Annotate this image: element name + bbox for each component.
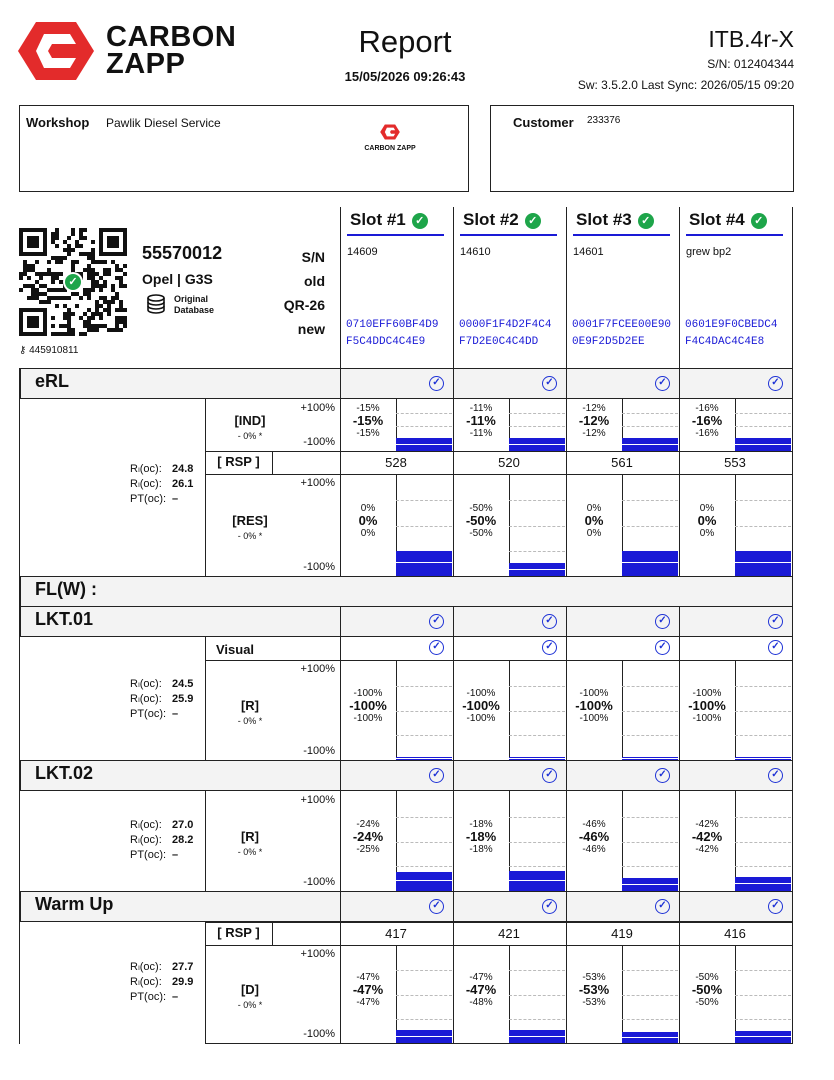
value-upper: -11% bbox=[469, 403, 493, 414]
lkt01-r-values-2 bbox=[453, 688, 509, 724]
value-main: -24% bbox=[352, 829, 384, 844]
slot-code-line2: F4C4DAC4C4E8 bbox=[685, 336, 765, 348]
lkt02-r-bar-1 bbox=[396, 792, 452, 891]
lkt01-visual-check-icon-1: ✓ bbox=[429, 640, 444, 655]
erl-resistance-block bbox=[90, 462, 200, 507]
label-rl1: Rₗ(oc): bbox=[130, 678, 162, 690]
value-lower: -53% bbox=[582, 997, 606, 1008]
slot-serial: 14610 bbox=[460, 246, 491, 258]
value-lower: 0% bbox=[699, 528, 715, 539]
erl-rsp-value-3: 561 bbox=[611, 455, 633, 470]
erl-ind-bar-3 bbox=[622, 400, 678, 451]
lkt02-r-tolerance: - 0% * bbox=[237, 847, 263, 857]
section-flw-title: FL(W) : bbox=[35, 579, 97, 599]
section-erl bbox=[20, 368, 793, 399]
value-pt: – bbox=[172, 708, 179, 720]
warmup-d-test-label: [D] bbox=[240, 982, 260, 997]
value-rl2: 25.9 bbox=[172, 693, 194, 705]
erl-res-bar-3 bbox=[622, 475, 678, 576]
erl-ind-bar-fill-1 bbox=[396, 438, 452, 451]
database-label bbox=[174, 294, 214, 316]
warmup-resistance-block bbox=[90, 960, 200, 1005]
warmup-d-bar-fill-1 bbox=[396, 1030, 452, 1043]
warmup-d-tolerance: - 0% * bbox=[237, 1000, 263, 1010]
workshop-label: Workshop bbox=[26, 115, 90, 130]
value-upper: -46% bbox=[582, 819, 606, 830]
value-lower: -11% bbox=[469, 428, 493, 439]
warmup-rsp-value-4: 416 bbox=[724, 926, 746, 941]
value-pt: – bbox=[172, 991, 179, 1003]
erl-ind-bar-2 bbox=[509, 400, 565, 451]
label-rl2: Rₗ(oc): bbox=[130, 478, 162, 490]
value-upper: -100% bbox=[579, 688, 609, 699]
slot-ok-icon: ✓ bbox=[638, 213, 654, 229]
slot-code-line1: 0001F7FCEE00E90 bbox=[572, 319, 672, 331]
lkt01-check-icon-1: ✓ bbox=[429, 614, 444, 629]
lkt01-r-values-3 bbox=[566, 688, 622, 724]
slot-code-line1: 0710EFF60BF4D9 bbox=[346, 319, 439, 331]
section-flw bbox=[20, 576, 793, 607]
label-rl1: Rₗ(oc): bbox=[130, 961, 162, 973]
erl-check-icon-2: ✓ bbox=[542, 376, 557, 391]
lkt02-check-icon-2: ✓ bbox=[542, 768, 557, 783]
value-upper: -42% bbox=[695, 819, 719, 830]
lkt02-r-values-2 bbox=[453, 819, 509, 855]
value-upper: 0% bbox=[360, 503, 376, 514]
lkt02-r-bar-fill-3 bbox=[622, 878, 678, 891]
label-rl1: Rₗ(oc): bbox=[130, 819, 162, 831]
warmup-d-values-3 bbox=[566, 972, 622, 1008]
database-label-line2: Database bbox=[174, 305, 215, 315]
erl-ind-test-label: [IND] bbox=[234, 413, 266, 428]
value-lower: -42% bbox=[695, 844, 719, 855]
erl-ind-bar-1 bbox=[396, 400, 452, 451]
lkt01-r-bar-1 bbox=[396, 661, 452, 760]
value-main: -42% bbox=[691, 829, 723, 844]
slot-code-line2: 0E9F2D5D2EE bbox=[572, 336, 645, 348]
erl-res-test-label: [RES] bbox=[232, 513, 268, 528]
lkt02-r-bar-fill-2 bbox=[509, 871, 565, 891]
erl-res-bar-1 bbox=[396, 475, 452, 576]
database-label-line1: Original bbox=[174, 294, 209, 304]
qr-code-number: 445910811 bbox=[29, 345, 79, 356]
value-main: -47% bbox=[465, 982, 497, 997]
customer-label: Customer bbox=[513, 115, 574, 130]
erl-ind-values-2 bbox=[453, 403, 509, 439]
slot-title-2 bbox=[463, 210, 541, 230]
lkt01-r-test-label: [R] bbox=[240, 698, 260, 713]
workshop-logo bbox=[360, 124, 420, 152]
value-lower: -48% bbox=[469, 997, 493, 1008]
slot-code-line1: 0601E9F0CBEDC4 bbox=[685, 319, 778, 331]
value-lower: -100% bbox=[579, 713, 609, 724]
slot-serial: 14609 bbox=[347, 246, 378, 258]
section-lkt01-title: LKT.01 bbox=[35, 609, 94, 629]
erl-res-bar-2 bbox=[509, 475, 565, 576]
value-main: -100% bbox=[688, 698, 726, 713]
erl-check-icon-3: ✓ bbox=[655, 376, 670, 391]
value-pt: – bbox=[172, 849, 179, 861]
erl-ind-bar-fill-2 bbox=[509, 438, 565, 451]
label-pt: PT(oc): bbox=[130, 493, 167, 505]
value-rl1: 24.5 bbox=[172, 678, 194, 690]
warmup-check-icon-3: ✓ bbox=[655, 899, 670, 914]
carbon-zapp-logo-icon bbox=[18, 20, 94, 82]
slot-title-text: Slot #1 bbox=[350, 210, 406, 229]
slot-code-line1: 0000F1F4D2F4C4 bbox=[459, 319, 552, 331]
lkt01-r-bar-fill-3 bbox=[622, 757, 678, 760]
lkt02-r-values-3 bbox=[566, 819, 622, 855]
workshop-name: Pawlik Diesel Service bbox=[106, 116, 221, 130]
slot-code-line2: F5C4DDC4C4E9 bbox=[346, 336, 426, 348]
label-qr26: QR-26 bbox=[283, 297, 325, 313]
value-main: -46% bbox=[578, 829, 610, 844]
section-warmup bbox=[20, 891, 793, 922]
warmup-d-bar-3 bbox=[622, 946, 678, 1043]
sync-info: Sw: 3.5.2.0 Last Sync: 2026/05/15 09:20 bbox=[577, 78, 794, 92]
section-warmup-title: Warm Up bbox=[35, 894, 114, 914]
lkt02-check-icon-1: ✓ bbox=[429, 768, 444, 783]
lkt01-r-bar-fill-2 bbox=[509, 757, 565, 760]
warmup-check-icon-1: ✓ bbox=[429, 899, 444, 914]
erl-rsp-value-1: 528 bbox=[385, 455, 407, 470]
slot-serial: grew bp2 bbox=[686, 246, 732, 258]
label-pt: PT(oc): bbox=[130, 849, 167, 861]
erl-ind-bar-fill-4 bbox=[735, 438, 791, 451]
value-pt: – bbox=[172, 493, 179, 505]
value-main: 0% bbox=[584, 513, 604, 528]
database-icon bbox=[146, 294, 166, 314]
erl-check-icon-4: ✓ bbox=[768, 376, 783, 391]
value-main: -100% bbox=[462, 698, 500, 713]
lkt01-r-values-4 bbox=[679, 688, 735, 724]
lkt01-check-icon-3: ✓ bbox=[655, 614, 670, 629]
slot-title-text: Slot #2 bbox=[463, 210, 519, 229]
slot-title-4 bbox=[689, 210, 767, 230]
qr-caption bbox=[19, 345, 78, 356]
value-upper: -18% bbox=[469, 819, 493, 830]
qr-code bbox=[19, 228, 127, 336]
warmup-d-bar-fill-3 bbox=[622, 1032, 678, 1043]
lkt02-r-bar-fill-1 bbox=[396, 872, 452, 891]
warmup-rsp-value-3: 419 bbox=[611, 926, 633, 941]
value-main: -50% bbox=[465, 513, 497, 528]
slot-title-text: Slot #3 bbox=[576, 210, 632, 229]
customer-value: 233376 bbox=[587, 115, 621, 126]
device-serial: S/N: 012404344 bbox=[707, 57, 794, 71]
value-rl1: 27.0 bbox=[172, 819, 194, 831]
lkt02-r-bar-fill-4 bbox=[735, 877, 791, 891]
section-lkt02 bbox=[20, 760, 793, 791]
value-lower: 0% bbox=[586, 528, 602, 539]
workshop-box bbox=[19, 105, 469, 192]
brand-logo bbox=[18, 20, 238, 82]
value-lower: -46% bbox=[582, 844, 606, 855]
warmup-rsp-value-2: 421 bbox=[498, 926, 520, 941]
warmup-d-values-4 bbox=[679, 972, 735, 1008]
warmup-d-scale-min: -100% bbox=[303, 1028, 335, 1040]
value-upper: -100% bbox=[692, 688, 722, 699]
label-rl2: Rₗ(oc): bbox=[130, 693, 162, 705]
lkt02-r-test-label: [R] bbox=[240, 829, 260, 844]
label-new: new bbox=[297, 321, 325, 337]
warmup-d-values-2 bbox=[453, 972, 509, 1008]
lkt02-r-scale-min: -100% bbox=[303, 876, 335, 888]
erl-res-bar-fill-2 bbox=[509, 563, 565, 576]
lkt01-r-bar-fill-4 bbox=[735, 757, 791, 760]
erl-ind-bar-fill-3 bbox=[622, 438, 678, 451]
warmup-d-bar-4 bbox=[735, 946, 791, 1043]
value-upper: -53% bbox=[582, 972, 606, 983]
value-rl1: 24.8 bbox=[172, 463, 194, 475]
lkt02-r-bar-2 bbox=[509, 792, 565, 891]
warmup-d-scale-max: +100% bbox=[300, 948, 335, 960]
erl-res-values-1 bbox=[340, 503, 396, 539]
value-main: -47% bbox=[352, 982, 384, 997]
label-old: old bbox=[304, 273, 325, 289]
lkt01-visual-check-icon-2: ✓ bbox=[542, 640, 557, 655]
value-rl2: 26.1 bbox=[172, 478, 194, 490]
part-number: 55570012 bbox=[142, 243, 223, 263]
slot-serial: 14601 bbox=[573, 246, 604, 258]
warmup-d-bar-1 bbox=[396, 946, 452, 1043]
erl-res-scale-min: -100% bbox=[303, 561, 335, 573]
logo-text-line1: CARBON bbox=[106, 21, 237, 53]
warmup-rsp-value-1: 417 bbox=[385, 926, 407, 941]
vehicle-name: Opel | G3S bbox=[142, 271, 213, 287]
value-upper: -47% bbox=[469, 972, 493, 983]
warmup-d-bar-fill-4 bbox=[735, 1031, 791, 1043]
customer-box bbox=[490, 105, 794, 192]
value-main: -12% bbox=[578, 413, 610, 428]
section-lkt02-title: LKT.02 bbox=[35, 763, 94, 783]
value-lower: -100% bbox=[692, 713, 722, 724]
value-upper: -24% bbox=[356, 819, 380, 830]
lkt01-r-scale-max: +100% bbox=[300, 663, 335, 675]
erl-ind-values-1 bbox=[340, 403, 396, 439]
label-sn: S/N bbox=[301, 249, 325, 265]
lkt02-check-icon-4: ✓ bbox=[768, 768, 783, 783]
value-main: -50% bbox=[691, 982, 723, 997]
slot-title-1 bbox=[350, 210, 428, 230]
value-upper: -15% bbox=[356, 403, 380, 414]
verified-icon: ✓ bbox=[65, 274, 81, 290]
erl-res-tolerance: - 0% * bbox=[237, 531, 263, 541]
erl-ind-scale-min: -100% bbox=[303, 436, 335, 448]
lkt02-check-icon-3: ✓ bbox=[655, 768, 670, 783]
carbon-zapp-small-logo-icon bbox=[380, 124, 400, 140]
value-main: -18% bbox=[465, 829, 497, 844]
value-upper: -47% bbox=[356, 972, 380, 983]
slot-ok-icon: ✓ bbox=[412, 213, 428, 229]
logo-text-line2: ZAPP bbox=[106, 48, 186, 80]
erl-ind-bar-4 bbox=[735, 400, 791, 451]
lkt01-r-bar-fill-1 bbox=[396, 757, 452, 760]
value-lower: -50% bbox=[695, 997, 719, 1008]
value-upper: -16% bbox=[695, 403, 719, 414]
lkt01-r-bar-3 bbox=[622, 661, 678, 760]
slot-title-text: Slot #4 bbox=[689, 210, 745, 229]
value-lower: -12% bbox=[582, 428, 606, 439]
label-rl1: Rₗ(oc): bbox=[130, 463, 162, 475]
erl-res-scale-max: +100% bbox=[300, 477, 335, 489]
section-erl-title: eRL bbox=[35, 371, 70, 391]
value-main: -53% bbox=[578, 982, 610, 997]
lkt02-r-scale-max: +100% bbox=[300, 794, 335, 806]
report-datetime: 15/05/2026 09:26:43 bbox=[344, 69, 466, 84]
value-upper: -100% bbox=[353, 688, 383, 699]
value-main: -16% bbox=[691, 413, 723, 428]
warmup-rsp-label: [ RSP ] bbox=[217, 925, 260, 940]
erl-res-values-3 bbox=[566, 503, 622, 539]
device-model: ITB.4r-X bbox=[708, 26, 794, 52]
slot-ok-icon: ✓ bbox=[525, 213, 541, 229]
label-rl2: Rₗ(oc): bbox=[130, 976, 162, 988]
erl-rsp-value-4: 553 bbox=[724, 455, 746, 470]
value-main: -15% bbox=[352, 413, 384, 428]
erl-ind-values-3 bbox=[566, 403, 622, 439]
erl-res-bar-fill-1 bbox=[396, 551, 452, 576]
value-rl1: 27.7 bbox=[172, 961, 194, 973]
label-pt: PT(oc): bbox=[130, 708, 167, 720]
warmup-d-values-1 bbox=[340, 972, 396, 1008]
erl-res-bar-fill-4 bbox=[735, 551, 791, 576]
value-upper: -100% bbox=[466, 688, 496, 699]
lkt01-check-icon-4: ✓ bbox=[768, 614, 783, 629]
warmup-d-bar-2 bbox=[509, 946, 565, 1043]
erl-ind-values-4 bbox=[679, 403, 735, 439]
lkt01-r-tolerance: - 0% * bbox=[237, 716, 263, 726]
value-upper: -50% bbox=[469, 503, 493, 514]
value-lower: 0% bbox=[360, 528, 376, 539]
erl-res-bar-fill-3 bbox=[622, 551, 678, 576]
value-lower: -16% bbox=[695, 428, 719, 439]
erl-rsp-value-2: 520 bbox=[498, 455, 520, 470]
lkt01-visual-label: Visual bbox=[215, 642, 255, 657]
lkt02-r-bar-4 bbox=[735, 792, 791, 891]
value-lower: -50% bbox=[469, 528, 493, 539]
warmup-check-icon-2: ✓ bbox=[542, 899, 557, 914]
erl-rsp-label: [ RSP ] bbox=[217, 454, 260, 469]
lkt01-visual-check-icon-4: ✓ bbox=[768, 640, 783, 655]
erl-res-bar-4 bbox=[735, 475, 791, 576]
erl-ind-scale-max: +100% bbox=[300, 402, 335, 414]
value-upper: -12% bbox=[582, 403, 606, 414]
lkt01-r-bar-4 bbox=[735, 661, 791, 760]
value-main: -11% bbox=[466, 413, 496, 428]
slot-code-line2: F7D2E0C4C4DD bbox=[459, 336, 539, 348]
erl-res-values-4 bbox=[679, 503, 735, 539]
value-main: 0% bbox=[697, 513, 717, 528]
lkt01-visual-check-icon-3: ✓ bbox=[655, 640, 670, 655]
value-lower: -18% bbox=[469, 844, 493, 855]
label-pt: PT(oc): bbox=[130, 991, 167, 1003]
erl-res-values-2 bbox=[453, 503, 509, 539]
page-title: Report bbox=[358, 24, 452, 59]
value-lower: -47% bbox=[356, 997, 380, 1008]
row-labels bbox=[270, 245, 325, 341]
lkt01-r-scale-min: -100% bbox=[303, 745, 335, 757]
lkt01-check-icon-2: ✓ bbox=[542, 614, 557, 629]
value-upper: 0% bbox=[699, 503, 715, 514]
value-main: 0% bbox=[358, 513, 378, 528]
lkt01-r-bar-2 bbox=[509, 661, 565, 760]
value-lower: -100% bbox=[353, 713, 383, 724]
lkt02-r-bar-3 bbox=[622, 792, 678, 891]
value-rl2: 28.2 bbox=[172, 834, 194, 846]
value-lower: -25% bbox=[356, 844, 380, 855]
lkt01-resistance-block bbox=[90, 677, 200, 722]
value-main: -100% bbox=[575, 698, 613, 713]
slot-title-3 bbox=[576, 210, 654, 230]
lkt01-r-values-1 bbox=[340, 688, 396, 724]
workshop-logo-text: CARBON ZAPP bbox=[364, 145, 416, 152]
warmup-d-bar-fill-2 bbox=[509, 1030, 565, 1043]
lkt02-r-values-1 bbox=[340, 819, 396, 855]
erl-check-icon-1: ✓ bbox=[429, 376, 444, 391]
erl-ind-tolerance: - 0% * bbox=[237, 431, 263, 441]
slot-ok-icon: ✓ bbox=[751, 213, 767, 229]
lkt02-r-values-4 bbox=[679, 819, 735, 855]
value-upper: -50% bbox=[695, 972, 719, 983]
value-rl2: 29.9 bbox=[172, 976, 194, 988]
value-main: -100% bbox=[349, 698, 387, 713]
label-rl2: Rₗ(oc): bbox=[130, 834, 162, 846]
lkt02-resistance-block bbox=[90, 818, 200, 863]
section-lkt01 bbox=[20, 606, 793, 637]
value-lower: -15% bbox=[356, 428, 380, 439]
warmup-check-icon-4: ✓ bbox=[768, 899, 783, 914]
key-icon: ⚷ bbox=[19, 345, 27, 356]
value-upper: 0% bbox=[586, 503, 602, 514]
value-lower: -100% bbox=[466, 713, 496, 724]
